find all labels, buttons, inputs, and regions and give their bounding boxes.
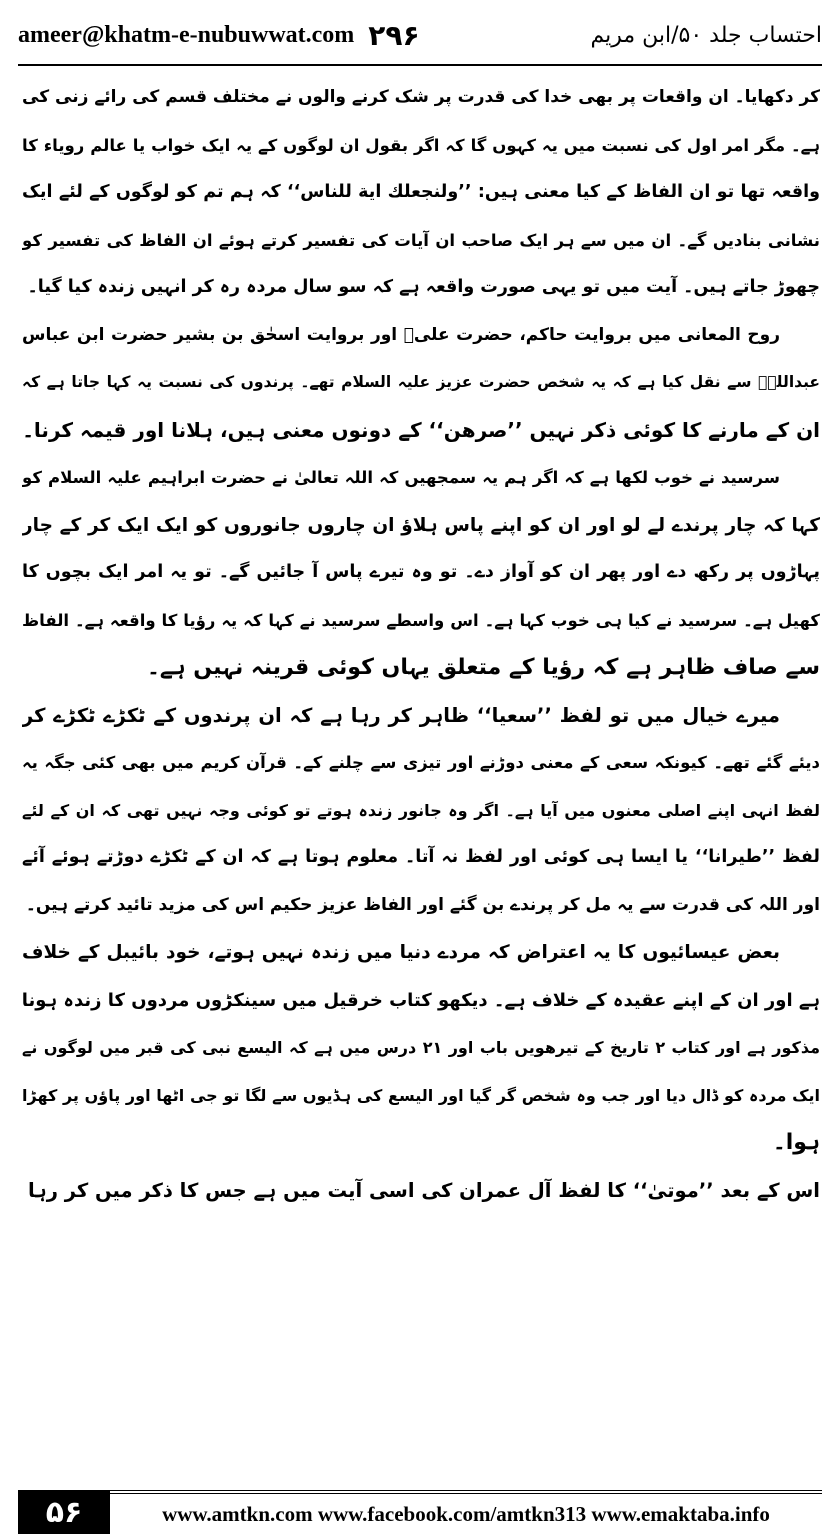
header-book-title: احتساب جلد ۵۰/ابن مریم [590, 22, 822, 48]
text-line: عبداللہؓ سے نقل کیا ہے کہ یہ شخص حضرت عزیز علیہ السلام تھے۔ پرندوں کی نسبت یہ کہا جاتا ہے کہ [22, 373, 820, 391]
text-line: چھوڑ جاتے ہیں۔ آیت میں تو یہی صورت واقعہ ہے کہ سو سال مردہ رہ کر انہیں زندہ کیا گیا۔ [27, 277, 820, 297]
text-line: اس کے بعد ’’موتیٰ‘‘ کا لفظ آل عمران کی اسی آیت میں ہے جس کا ذکر میں کر رہا [27, 1178, 820, 1202]
text-line: ان کے مارنے کا کوئی ذکر نہیں ’’صرھن‘‘ کے دونوں معنی ہیں، ہلانا اور قیمہ کرنا۔ [22, 417, 820, 442]
text-line: ہے اور ان کے اپنے عقیدہ کے خلاف ہے۔ دیکھو کتاب خرقیل میں سینکڑوں مردوں کا زندہ ہونا [22, 989, 820, 1011]
text-line: کھیل ہے۔ سرسید نے کیا ہی خوب کہا ہے۔ اس واسطے سرسید نے کہا کہ یہ رؤیا کا واقعہ ہے۔ الفاظ [22, 610, 820, 630]
text-line: نشانی بنادیں گے۔ ان میں سے ہر ایک صاحب ان آیات کی تفسیر کرتے ہوئے ان الفاظ کی تفسیر کو [22, 230, 820, 250]
text-line: مذکور ہے اور کتاب ۲ تاریخ کے تیرھویں باب اور ۲۱ درس میں ہے کہ الیسع نبی کی قبر میں لوگوں نے [22, 1038, 820, 1057]
page-footer [18, 1490, 822, 1534]
header-page-number: ۲۹۶ [368, 18, 420, 52]
text-line: سے صاف ظاہر ہے کہ رؤیا کے متعلق یہاں کوئی قرینہ نہیں ہے۔ [146, 655, 820, 680]
text-line: پہاڑوں پر رکھ دے اور پھر ان کو آواز دے۔ تو وہ تیرے پاس آ جائیں گے۔ تو یہ امر ایک بچوں کا [22, 562, 820, 582]
text-line: کر دکھایا۔ ان واقعات پر بھی خدا کی قدرت پر شک کرنے والوں نے مختلف قسم کی رائے زنی کی [22, 87, 820, 107]
text-line: اور اللہ کی قدرت سے یہ مل کر پرندے بن گئے اور الفاظ عزیز حکیم اس کی مزید تائید کرتے ہیں۔ [25, 894, 820, 915]
page-body [22, 74, 820, 1214]
text-line: بعض عیسائیوں کا یہ اعتراض کہ مردے دنیا میں زندہ نہیں ہوتے، خود بائیبل کے خلاف [22, 942, 780, 963]
footer-page-number: ۵۶ [18, 1490, 110, 1534]
text-line: دیئے گئے تھے۔ کیونکہ سعی کے معنی دوڑنے اور تیزی سے چلنے کے۔ قرآن کریم میں بھی کئی جگہ یہ [22, 753, 820, 772]
text-line: لفظ ’’طیرانا‘‘ یا ایسا ہی کوئی اور لفظ نہ آتا۔ معلوم ہوتا ہے کہ ان کے ٹکڑے دوڑتے ہوئے آئے [22, 847, 820, 867]
header-email: ameer@khatm-e-nubuwwat.com [18, 21, 355, 48]
text-line: واقعہ تھا تو ان الفاظ کے کیا معنی ہیں: ’’ولنجعلك اية للناس‘‘ کہ ہم تم کو لوگوں کے لئے ایک [22, 182, 820, 202]
text-line: روح المعانی میں بروایت حاکم، حضرت علیؓ اور بروایت اسحٰق بن بشیر حضرت ابن عباس [22, 324, 780, 345]
text-line: سرسید نے خوب لکھا ہے کہ اگر ہم یہ سمجھیں کہ اللہ تعالیٰ نے حضرت ابراہیم علیہ السلام کو [22, 468, 780, 487]
text-line: ایک مردہ کو ڈال دیا اور جب وہ شخص گر گیا اور الیسع کی ہڈیوں سے لگا تو جی اٹھا اور پاؤں پر کھڑا [22, 1085, 820, 1105]
footer-links [110, 1490, 822, 1534]
page-header [18, 10, 822, 60]
footer-links-text: www.amtkn.com www.facebook.com/amtkn313 www.emaktaba.info [162, 1501, 770, 1526]
text-line: لفظ انہی اپنے اصلی معنوں میں آیا ہے۔ اگر وہ جانور زندہ ہوتے تو کوئی وجہ نہیں تھی کہ ان کے لئے [22, 800, 820, 820]
text-line: ہے۔ مگر امر اول کی نسبت میں یہ کہوں گا کہ اگر بقول ان لوگوں کے یہ ایک خواب یا عالم رویاء کا [22, 135, 820, 155]
header-divider [18, 64, 822, 66]
header-left [18, 19, 420, 52]
text-line: میرے خیال میں تو لفظ ’’سعیا‘‘ ظاہر کر رہا ہے کہ ان پرندوں کے ٹکڑے ٹکڑے کر [22, 703, 780, 727]
text-line: کہا کہ چار پرندے لے لو اور ان کو اپنے پاس ہلاؤ ان چاروں جانوروں کو ایک ایک کر کے چار [22, 514, 820, 536]
text-line: ہوا۔ [772, 1130, 820, 1155]
